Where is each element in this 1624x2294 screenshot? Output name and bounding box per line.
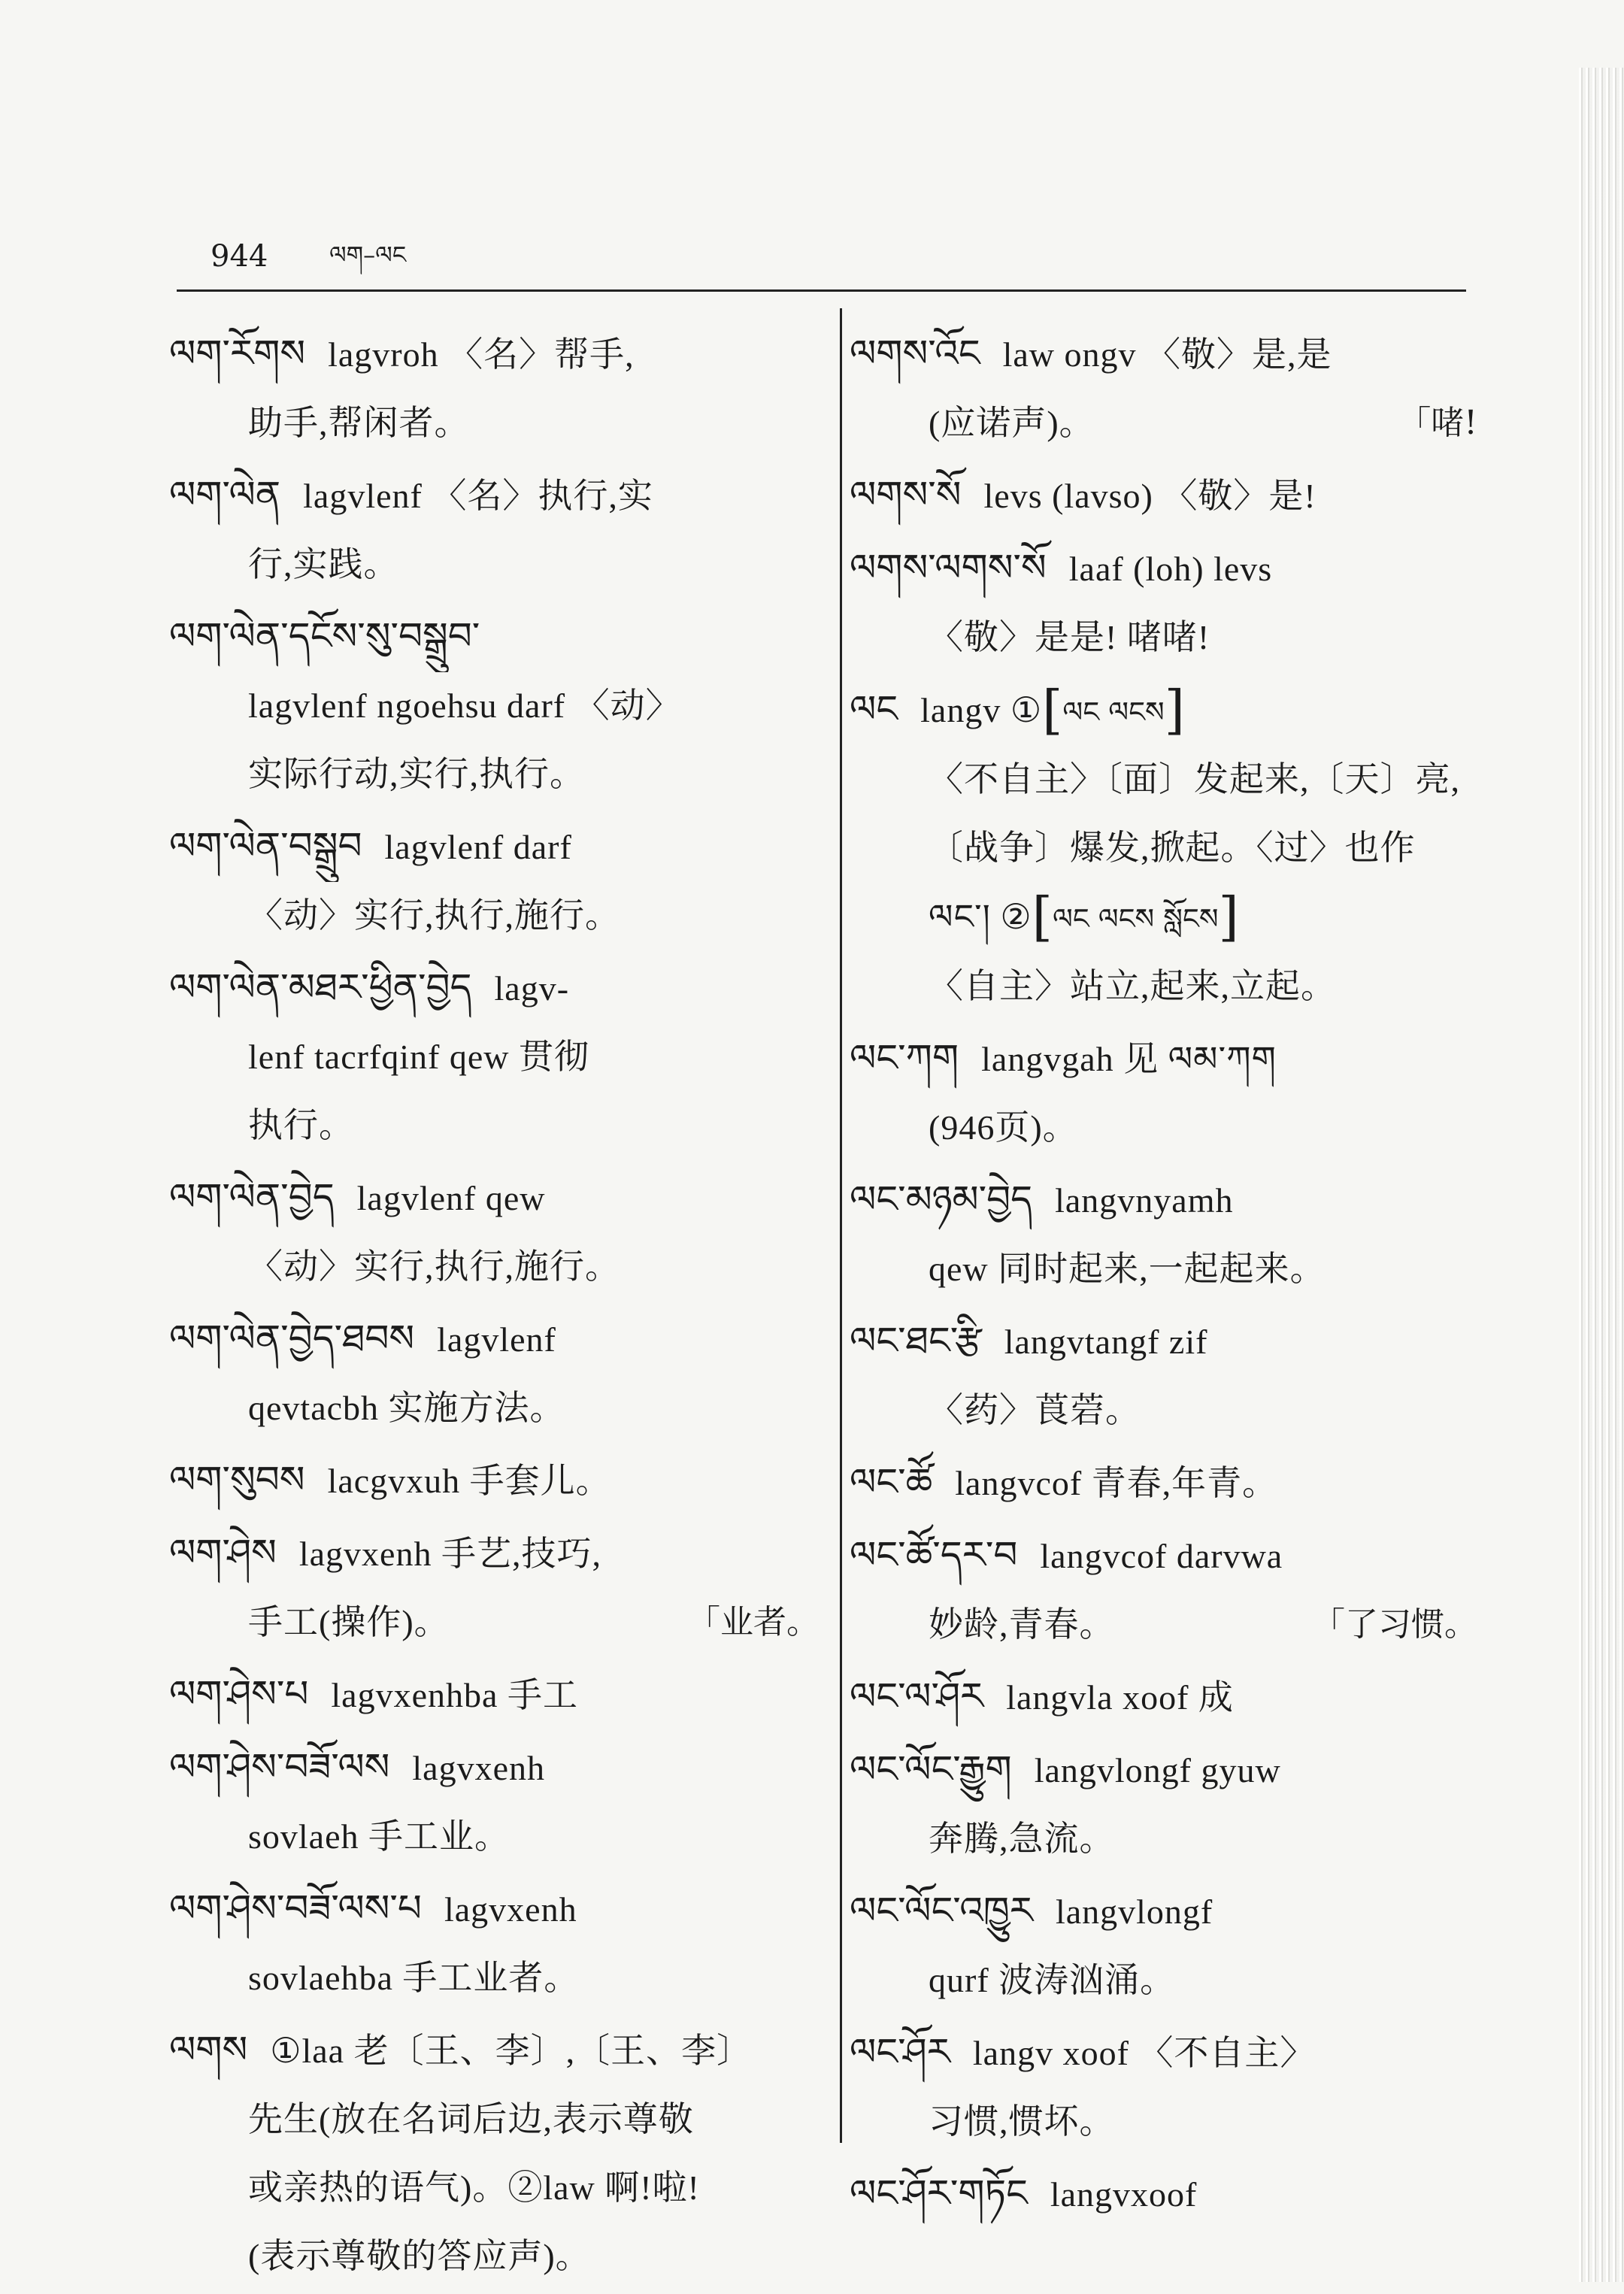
tibetan-headword: ལགས་སོ [850, 473, 962, 517]
tibetan-forms: ལང ལངས [1062, 695, 1165, 729]
entry-line [850, 953, 1477, 1021]
entry-line [850, 675, 1477, 746]
dictionary-entry [169, 812, 820, 950]
entry-text: lagvlenf 〈名〉执行,实 [303, 477, 653, 515]
entry-line [850, 746, 1477, 814]
entry-line [169, 2223, 820, 2291]
entry-line [169, 1446, 820, 1516]
entry-line [169, 1519, 820, 1589]
entry-text: 助手,帮闲者。 [248, 404, 470, 442]
entry-text: 〔战争〕爆发,掀起。〈过〉也作 [929, 829, 1416, 867]
entry-line [850, 1735, 1477, 1805]
entry-line [850, 2088, 1477, 2156]
entry-line [850, 461, 1477, 531]
dictionary-entry [169, 1519, 820, 1657]
entry-text: langv xoof 〈不自主〉 [972, 2034, 1316, 2072]
entry-text: qurf 波涛汹涌。 [929, 1961, 1176, 1999]
dictionary-entry [169, 1163, 820, 1302]
entry-text: langvgah 见 ལམ་ཀག [981, 1040, 1277, 1078]
entry-text: 〈不自主〉〔面〕发起来,〔天〕亮, [929, 760, 1460, 799]
tibetan-headword: ལང་ཤོར [850, 2030, 950, 2074]
tibetan-headword: ལག་ལེན་བསྒྲུབ [169, 824, 362, 868]
dictionary-entry [169, 461, 820, 599]
entry-text: 〈自主〉站立,起来,立起。 [929, 967, 1336, 1005]
dictionary-entry [850, 1307, 1477, 1445]
tibetan-headword: ལག་ལེན [169, 473, 281, 517]
entry-text: lagvxenh [444, 1890, 577, 1929]
entry-line [169, 461, 820, 531]
dictionary-entry [850, 320, 1477, 458]
tibetan-forms: ལང ལངས སློངས [1052, 902, 1219, 935]
entry-line [850, 1307, 1477, 1377]
entry-text: ལང་། ② [929, 898, 1032, 936]
entry-line [169, 1023, 820, 1092]
entry-line [169, 812, 820, 882]
dictionary-entry [850, 1877, 1477, 2015]
entry-text: 行,实践。 [248, 545, 399, 583]
entry-text: 习惯,惯坏。 [929, 2102, 1115, 2141]
dictionary-entry [169, 1305, 820, 1443]
entry-text: (应诺声)。 [929, 404, 1095, 442]
entry-text: lagvroh 〈名〉帮手, [328, 335, 635, 374]
tibetan-headword: ལག་ལེན་བྱེད [169, 1175, 335, 1219]
entry-line [169, 389, 820, 458]
entry-line [850, 1662, 1477, 1732]
tibetan-headword: ལག་ཤེས་བཟོ་ལས་པ [169, 1886, 422, 1930]
bracket-close: ] [1164, 679, 1185, 741]
dictionary-entry [850, 461, 1477, 531]
tibetan-headword: ལང་ཚོ [850, 1460, 933, 1504]
entry-text: 奔腾,急流。 [929, 1820, 1115, 1858]
entry-line [850, 1165, 1477, 1235]
carryover-text: 「啫! [1398, 404, 1477, 442]
entry-line [169, 1163, 820, 1233]
header-rule [177, 289, 1466, 292]
entry-line [850, 814, 1477, 883]
entry-text: lenf tacrfqinf qew 贯彻 [248, 1038, 590, 1076]
entry-line [169, 1660, 820, 1730]
entry-line [169, 2016, 820, 2086]
tibetan-headword: ལང་ཐང་རྩི [850, 1319, 982, 1362]
dictionary-entry [850, 534, 1477, 672]
dictionary-entry [169, 1874, 820, 2013]
tibetan-headword: ལག་སུབས [169, 1458, 305, 1502]
entry-line [169, 1944, 820, 2013]
entry-line [169, 1233, 820, 1302]
tibetan-headword: ལག་ལེན་མཐར་ཕྱིན་བྱེད [169, 965, 472, 1009]
entry-text: laaf (loh) levs [1068, 550, 1273, 588]
entry-line [850, 883, 1477, 953]
column-divider [840, 308, 842, 2143]
tibetan-headword: ལང་ཀག [850, 1036, 959, 1080]
dictionary-entry [850, 675, 1477, 1021]
entry-line [850, 1024, 1477, 1094]
dictionary-entry [169, 1446, 820, 1516]
entry-text: 〈敬〉是是! 啫啫! [929, 618, 1210, 656]
entry-line [169, 602, 820, 672]
entry-text: qevtacbh 实施方法。 [248, 1389, 565, 1427]
entry-line [169, 953, 820, 1023]
entry-line [850, 534, 1477, 604]
entry-line [850, 1805, 1477, 1874]
dictionary-entry [169, 953, 820, 1160]
dictionary-entry [850, 1521, 1477, 1659]
entry-text: lagvxenhba 手工 [331, 1676, 578, 1714]
entry-text: 〈药〉莨菪。 [929, 1391, 1141, 1429]
entry-text: 妙龄,青春。 [929, 1605, 1115, 1644]
tibetan-headword: ལག་ཤེས [169, 1531, 277, 1574]
dictionary-entry [169, 1733, 820, 1871]
carryover-text: 「了习惯。 [1312, 1605, 1477, 1644]
entry-line [169, 320, 820, 389]
entry-text: langvla xoof 成 [1006, 1678, 1234, 1717]
dictionary-entry [850, 2018, 1477, 2156]
entry-text: lagvxenh [412, 1749, 546, 1787]
entry-text: 〈动〉实行,执行,施行。 [248, 1247, 620, 1286]
entry-line [169, 531, 820, 599]
tibetan-headword: ལག་ལེན་དངོས་སུ་བསྒྲུབ་ [169, 614, 480, 658]
entry-line [169, 1733, 820, 1803]
entry-text: 执行。 [248, 1106, 354, 1144]
tibetan-headword: ལགས [169, 2028, 248, 2071]
right-column [850, 320, 1477, 2232]
entry-line [850, 320, 1477, 389]
tibetan-headword: ལང་ཤོར་གཏོང [850, 2171, 1028, 2215]
tibetan-headword: ལང་ལོང་འཁྱུར [850, 1889, 1033, 1932]
tibetan-headword: ལག་ཤེས་པ [169, 1672, 309, 1716]
dictionary-entry [169, 2016, 820, 2291]
entry-text: 或亲热的语气)。②law 啊!啦! [248, 2168, 700, 2207]
dictionary-entry [850, 2159, 1477, 2229]
dictionary-entry [169, 602, 820, 809]
entry-text: langvcof darvwa [1040, 1537, 1283, 1575]
entry-text: sovlaehba 手工业者。 [248, 1959, 580, 1997]
entry-line [850, 1521, 1477, 1591]
bracket-close: ] [1218, 886, 1239, 947]
entry-text: (表示尊敬的答应声)。 [248, 2237, 591, 2275]
entry-text: lagv- [494, 969, 570, 1008]
entry-line [169, 1374, 820, 1443]
entry-line [850, 1947, 1477, 2015]
tibetan-headword: ལང་ལོང་རྒྱུག [850, 1747, 1012, 1791]
entry-text: (946页)。 [929, 1108, 1078, 1147]
entry-text: qew 同时起来,一起起来。 [929, 1250, 1326, 1288]
entry-line [850, 2159, 1477, 2229]
entry-text: 先生(放在名词后边,表示尊敬 [248, 2100, 694, 2138]
entry-line [850, 1377, 1477, 1445]
entry-text: sovlaeh 手工业。 [248, 1817, 511, 1856]
dictionary-entry [850, 1735, 1477, 1874]
entry-line [169, 2154, 820, 2223]
entry-line [850, 1591, 1477, 1659]
tibetan-headword: ལང་ལ་ཤོར [850, 1674, 984, 1718]
entry-line [169, 1589, 820, 1657]
tibetan-headword: ལགས་ལགས་སོ [850, 546, 1047, 589]
entry-text: lagvlenf qew [356, 1179, 546, 1217]
dictionary-entry [169, 1660, 820, 1730]
dictionary-entry [850, 1448, 1477, 1518]
entry-text: langvlongf gyuw [1034, 1751, 1281, 1789]
entry-text: langvcof 青春,年青。 [955, 1464, 1278, 1502]
entry-line [850, 1877, 1477, 1947]
dictionary-entry [850, 1024, 1477, 1162]
entry-text: langvtangf zif [1004, 1323, 1208, 1361]
entry-text: law ongv 〈敬〉是,是 [1002, 335, 1332, 374]
entry-line [850, 1448, 1477, 1518]
entry-line [169, 672, 820, 741]
entry-text: langvxoof [1050, 2175, 1198, 2214]
entry-line [850, 389, 1477, 458]
tibetan-headword: ལགས་འོང [850, 332, 980, 375]
entry-line [169, 2086, 820, 2154]
tibetan-headword: ལག་ཤེས་བཟོ་ལས [169, 1745, 390, 1789]
entry-text: langvnyamh [1055, 1181, 1234, 1220]
entry-line [169, 882, 820, 950]
tibetan-headword: ལང་མཉམ་བྱེད [850, 1177, 1033, 1221]
left-column [169, 320, 820, 2294]
entry-text: 实际行动,实行,执行。 [248, 755, 585, 793]
entry-line [850, 1235, 1477, 1304]
entry-line [169, 1803, 820, 1871]
entry-text: langvlongf [1055, 1892, 1213, 1931]
entry-text: lagvlenf ngoehsu darf 〈动〉 [248, 686, 681, 725]
entry-line [169, 741, 820, 809]
entry-line [169, 1874, 820, 1944]
entry-text: lagvlenf [437, 1320, 556, 1359]
dictionary-entry [850, 1165, 1477, 1304]
entry-text: levs (lavso) 〈敬〉是! [983, 477, 1316, 515]
page-edge-scan-shadow [1579, 68, 1624, 2282]
carryover-text: 「业者。 [687, 1603, 820, 1641]
bracket-open: [ [1042, 679, 1063, 741]
page-number: 944 [211, 239, 268, 274]
entry-line [850, 604, 1477, 672]
dictionary-entry [850, 1662, 1477, 1732]
running-head: ལག–ལང [329, 241, 407, 269]
tibetan-headword: ལག་རོགས [169, 332, 306, 375]
tibetan-headword: ལང [850, 687, 898, 731]
entry-text: langv ① [920, 691, 1043, 729]
entry-text: lagvlenf darf [384, 828, 572, 866]
dictionary-entry [169, 320, 820, 458]
entry-text: 手工(操作)。 [248, 1603, 450, 1641]
entry-text: ①laa 老〔王、李〕,〔王、李〕 [270, 2032, 753, 2070]
tibetan-headword: ལང་ཚོ་དར་བ [850, 1533, 1018, 1577]
entry-line [850, 1094, 1477, 1162]
tibetan-headword: ལག་ལེན་བྱེད་ཐབས [169, 1317, 415, 1360]
bracket-open: [ [1032, 886, 1053, 947]
entry-line [850, 2018, 1477, 2088]
entry-line [169, 1092, 820, 1160]
entry-text: 〈动〉实行,执行,施行。 [248, 896, 620, 935]
entry-line [169, 1305, 820, 1374]
entry-text: lacgvxuh 手套儿。 [327, 1462, 611, 1500]
entry-text: lagvxenh 手艺,技巧, [298, 1535, 601, 1573]
